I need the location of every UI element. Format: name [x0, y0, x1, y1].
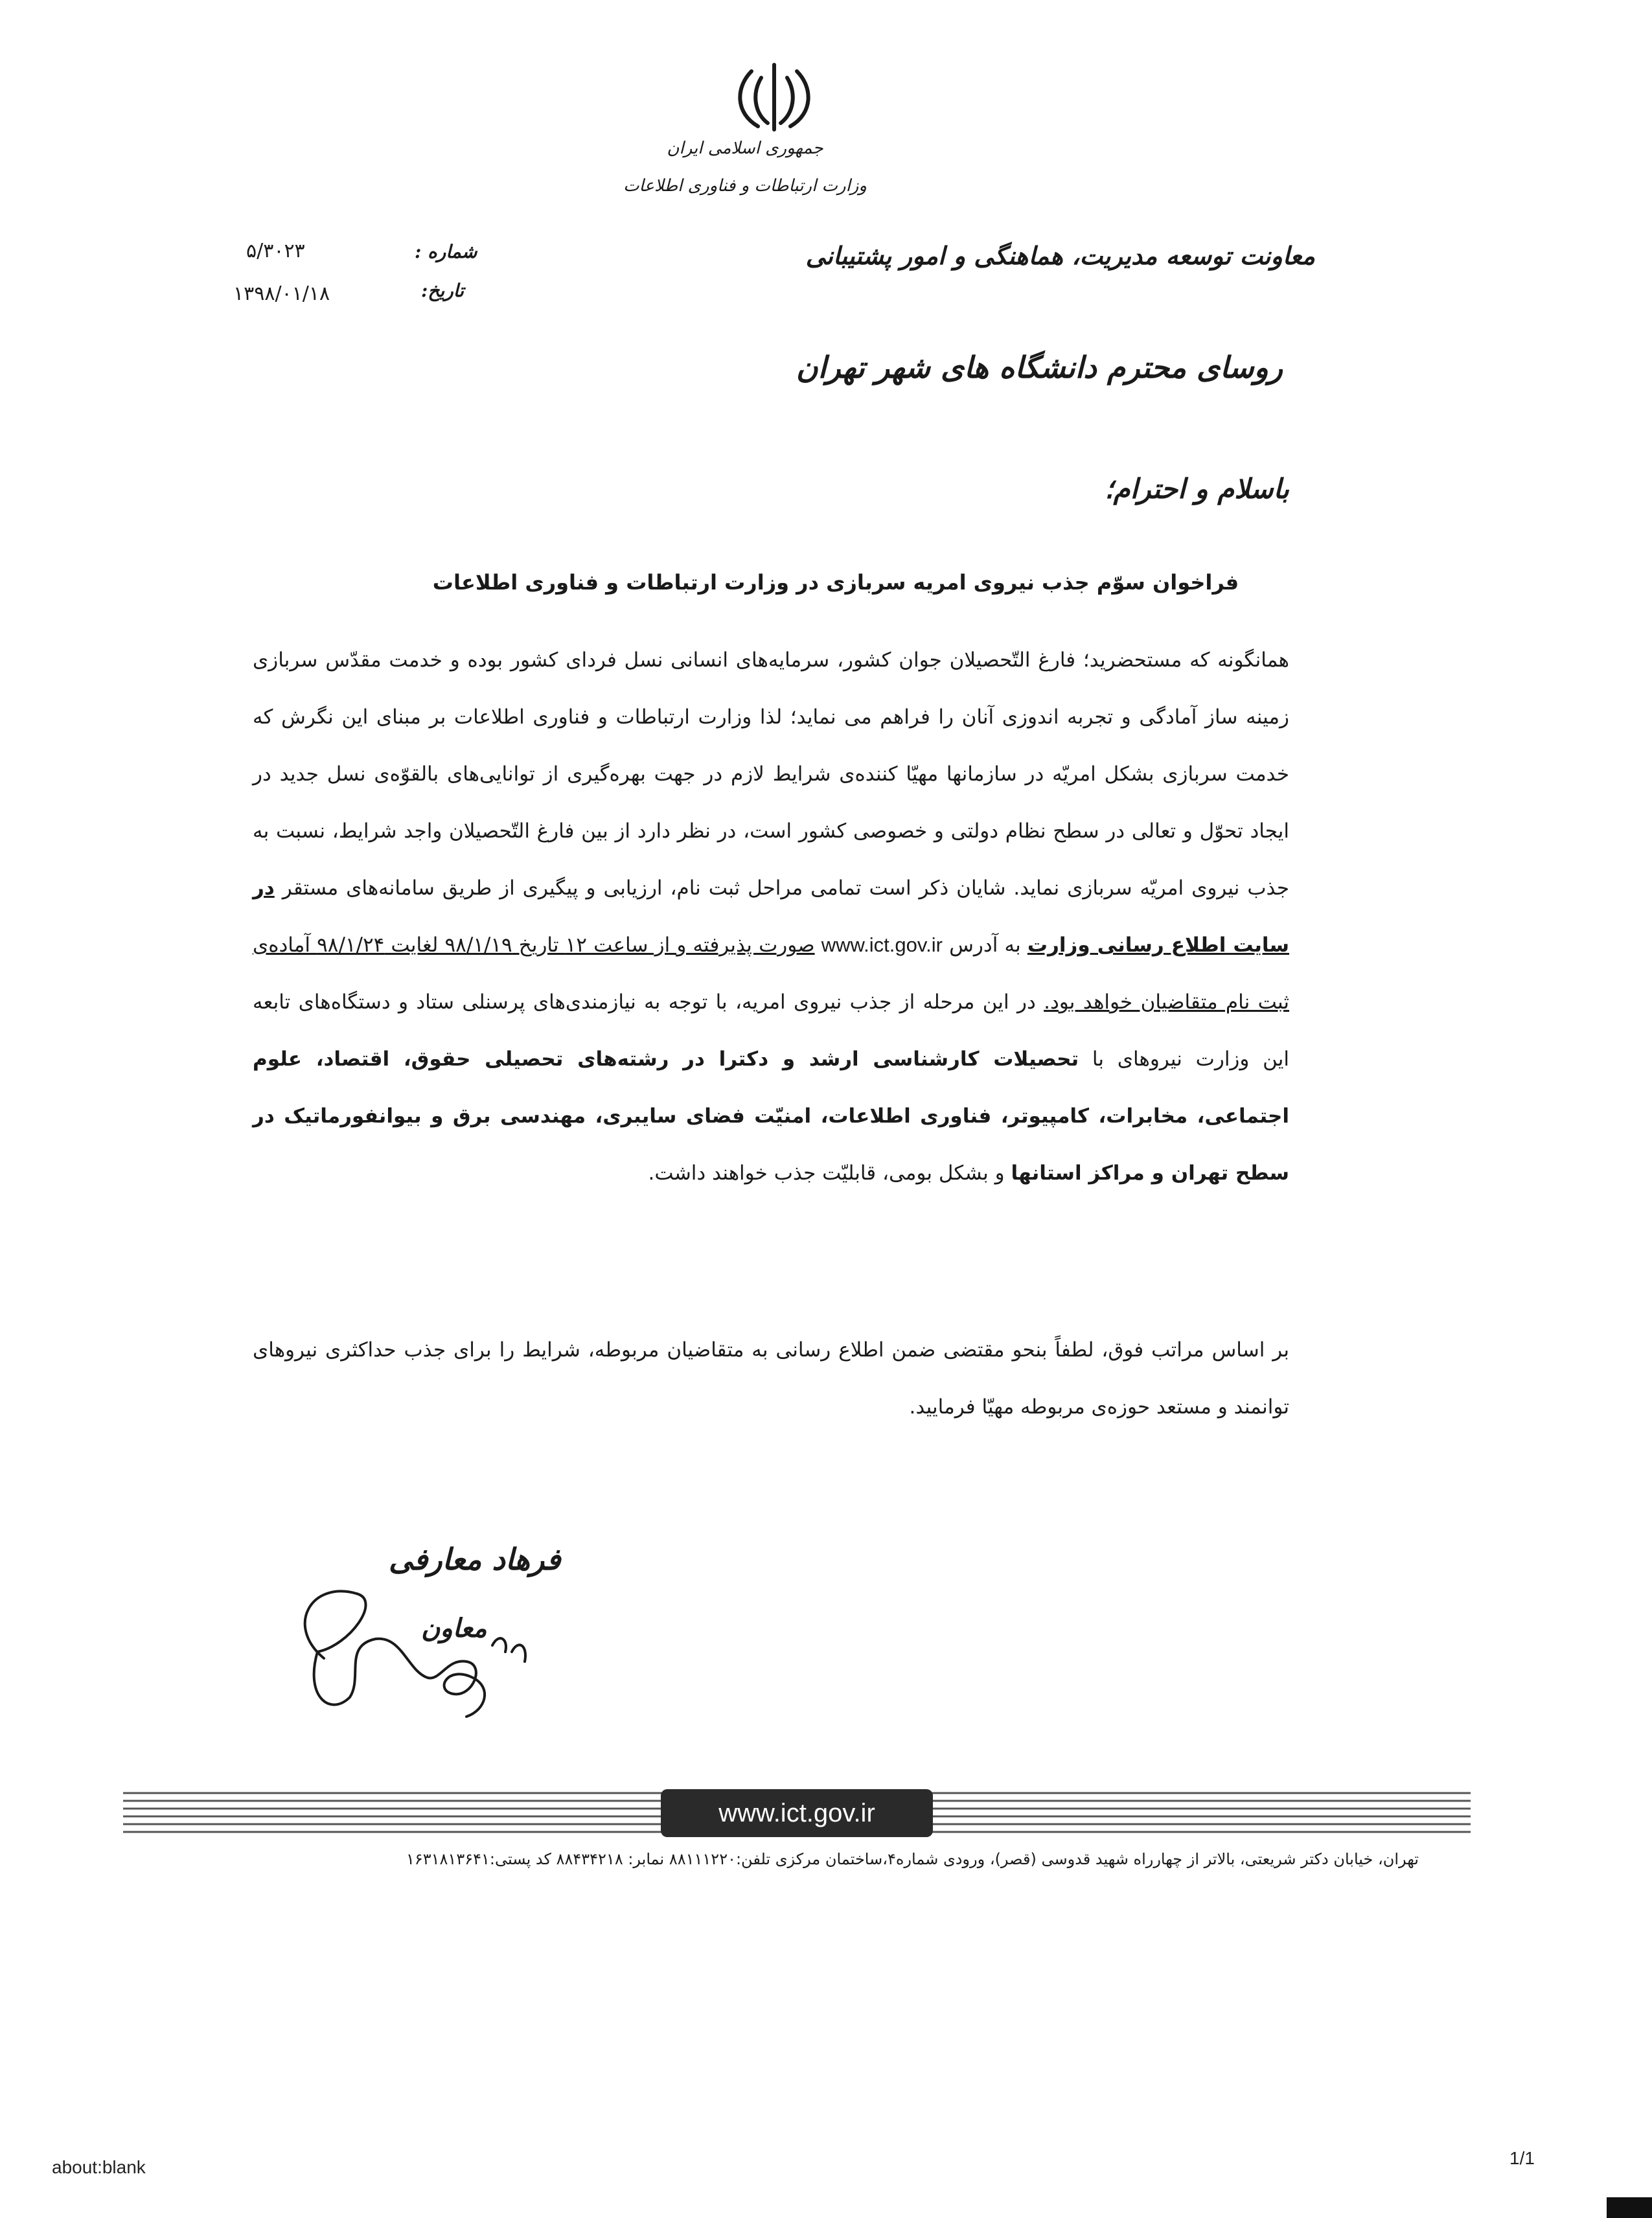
body-url-link[interactable]: www.ict.gov.ir: [821, 933, 943, 956]
body-fields: تحصیلات کارشناسی ارشد و دکترا در رشته‌های تحصیلی حقوق، اقتصاد، علوم اجتماعی، مخابرات، کامپیوتر، فناوری اطلاعات، امنیّت فضای سایبری، مهندسی برق و بیوانفورماتیک در سطح تهران و مراکز استانها: [253, 1047, 1289, 1185]
document-title: فراخوان سوّم جذب نیروی امریه سربازی در وزارت ارتباطات و فناوری اطلاعات: [432, 570, 1239, 595]
deputy-title: معاونت توسعه مدیریت، هماهنگی و امور پشتیبانی: [805, 241, 1315, 270]
page-count: 1/1: [1509, 2148, 1535, 2168]
greeting: باسلام و احترام؛: [1105, 473, 1289, 505]
footer-url-link[interactable]: www.ict.gov.ir: [661, 1789, 933, 1837]
date-label: تاریخ:: [421, 280, 465, 301]
body-site-highlight: در سایت اطلاع رسانی وزارت: [253, 876, 1289, 957]
ministry-name: وزارت ارتباطات و فناوری اطلاعات: [623, 176, 867, 196]
body-intro: همانگونه که مستحضرید؛ فارغ التّحصیلان جوان کشور، سرمایه‌های انسانی نسل فردای کشور بوده و خدمت مقدّس سربازی زمینه ساز آمادگی و تجربه اندوزی آنان را فراهم می نماید؛ لذا وزارت ارتباطات و فناوری اطلاعات بر مبنای این نگرش که خدمت سربازی بشکل امریّه در سازمانها مهیّا کننده‌ی شرایط لازم در جهت بهره‌گیری از توانایی‌های بالقوّه‌ی نسل جدید در ایجاد تحوّل و تعالی در سطح نظام دولتی و خصوصی کشور است، در نظر دارد از بین فارغ التّحصیلان واجد شرایط، نسبت به جذب نیروی امریّه سربازی نماید. شایان ذکر است تمامی مراحل ثبت نام، ارزیابی و پیگیری از طریق سامانه‌های مستقر: [253, 648, 1289, 900]
recipient: روسای محترم دانشگاه های شهر تهران: [796, 350, 1283, 385]
watermark-badge: [1607, 2197, 1652, 2218]
letter-number: ۵/۳۰۲۳: [246, 240, 305, 262]
body-paragraph: [253, 632, 1289, 1202]
browser-address: about:blank: [52, 2157, 146, 2177]
iran-emblem-icon: [732, 58, 816, 136]
body-dates: صورت پذیرفته و از ساعت ۱۲ تاریخ ۹۸/۱/۱۹ لغایت ۹۸/۱/۲۴ آماده‌ی ثبت نام متقاضیان خواهد بود.: [253, 933, 1289, 1014]
signatory-name: فرهاد معارفی: [389, 1542, 561, 1577]
signatory-role: معاون: [421, 1613, 487, 1643]
body-tail: در این مرحله از جذب نیروی امریه، با توجه به نیازمندی‌های پرسنلی ستاد و دستگاه‌های تابعه این وزارت نیروهای با: [253, 990, 1289, 1071]
number-label: شماره :: [415, 241, 477, 262]
body-end: و بشکل بومی، قابلیّت جذب خواهند داشت.: [648, 1161, 1005, 1185]
country-name: جمهوری اسلامی ایران: [667, 139, 823, 158]
footer-address: تهران، خیابان دکتر شریعتی، بالاتر از چهارراه شهید قدوسی (قصر)، ورودی شماره۴،ساختمان مرکزی تلفن:۸۸۱۱۱۲۲۰ نمابر: ۸۸۴۳۴۲۱۸ کد پستی:۱۶۳۱۸۱۳۶۴۱: [406, 1850, 1419, 1868]
letter-date: ۱۳۹۸/۰۱/۱۸: [233, 282, 330, 305]
body-address-label: به آدرس: [949, 933, 1021, 957]
closing-paragraph: بر اساس مراتب فوق، لطفاً بنحو مقتضی ضمن اطلاع رسانی به متقاضیان مربوطه، شرایط را برای جذب حداکثری نیروهای توانمند و مستعد حوزه‌ی مربوطه مهیّا فرمایید.: [253, 1338, 1289, 1419]
